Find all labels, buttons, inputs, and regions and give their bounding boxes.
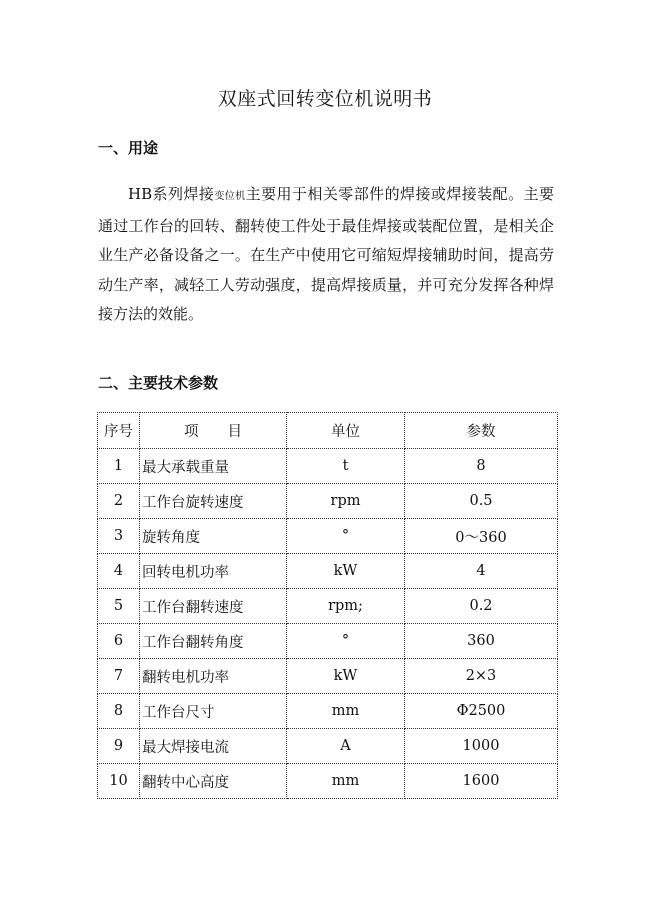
row-unit: kW [287,659,405,694]
row-index: 1 [98,449,140,484]
document-title: 双座式回转变位机说明书 [217,88,433,110]
row-unit: t [287,449,405,484]
section-heading-parameters: 二、主要技术参数 [98,374,219,392]
row-item: 翻转电机功率 [140,659,287,694]
parameters-table [97,412,558,799]
row-value: Φ2500 [405,694,558,729]
row-item: 工作台翻转角度 [140,624,287,659]
header-unit: 单位 [287,413,405,449]
table-row [98,624,558,659]
row-item: 翻转中心高度 [140,764,287,799]
table-row [98,519,558,554]
row-index: 7 [98,659,140,694]
table-row [98,554,558,589]
row-value: 1000 [405,729,558,764]
row-unit: ° [287,519,405,554]
row-item: 工作台旋转速度 [140,484,287,519]
row-item: 旋转角度 [140,519,287,554]
row-unit: mm [287,764,405,799]
paragraph-text-small: 变位机 [214,191,246,202]
row-value: 0.2 [405,589,558,624]
row-index: 3 [98,519,140,554]
row-index: 8 [98,694,140,729]
table-row [98,484,558,519]
row-index: 5 [98,589,140,624]
section-heading-usage: 一、用途 [98,139,159,157]
table-header-row [98,413,558,449]
row-item: 工作台翻转速度 [140,589,287,624]
table-row [98,589,558,624]
row-item: 最大焊接电流 [140,729,287,764]
paragraph-text-start: HB系列焊接 [128,185,215,203]
row-item: 回转电机功率 [140,554,287,589]
table-row [98,729,558,764]
header-item: 项 目 [140,413,287,449]
table-row [98,694,558,729]
table-row [98,449,558,484]
header-value: 参数 [405,413,558,449]
row-unit: mm [287,694,405,729]
row-value: 0.5 [405,484,558,519]
row-item: 工作台尺寸 [140,694,287,729]
row-unit: rpm; [287,589,405,624]
row-value: 0～360 [405,519,558,554]
row-index: 2 [98,484,140,519]
row-unit: rpm [287,484,405,519]
row-value: 2×3 [405,659,558,694]
header-index: 序号 [98,413,140,449]
row-value: 4 [405,554,558,589]
row-item: 最大承载重量 [140,449,287,484]
table-row [98,764,558,799]
table-row [98,659,558,694]
usage-paragraph [98,180,554,330]
row-value: 360 [405,624,558,659]
row-unit: kW [287,554,405,589]
row-value: 1600 [405,764,558,799]
row-index: 10 [98,764,140,799]
row-unit: A [287,729,405,764]
paragraph-text-rest: 主要用于相关零部件的焊接或焊接装配。主要通过工作台的回转、翻转使工件处于最佳焊接或装配位置，是相关企业生产必备设备之一。在生产中使用它可缩短焊接辅助时间，提高劳动生产率，减轻工人劳动强度，提高焊接质量，并可充分发挥各种焊接方法的效能。 [98,185,554,323]
row-value: 8 [405,449,558,484]
row-index: 6 [98,624,140,659]
row-unit: ° [287,624,405,659]
row-index: 9 [98,729,140,764]
row-index: 4 [98,554,140,589]
